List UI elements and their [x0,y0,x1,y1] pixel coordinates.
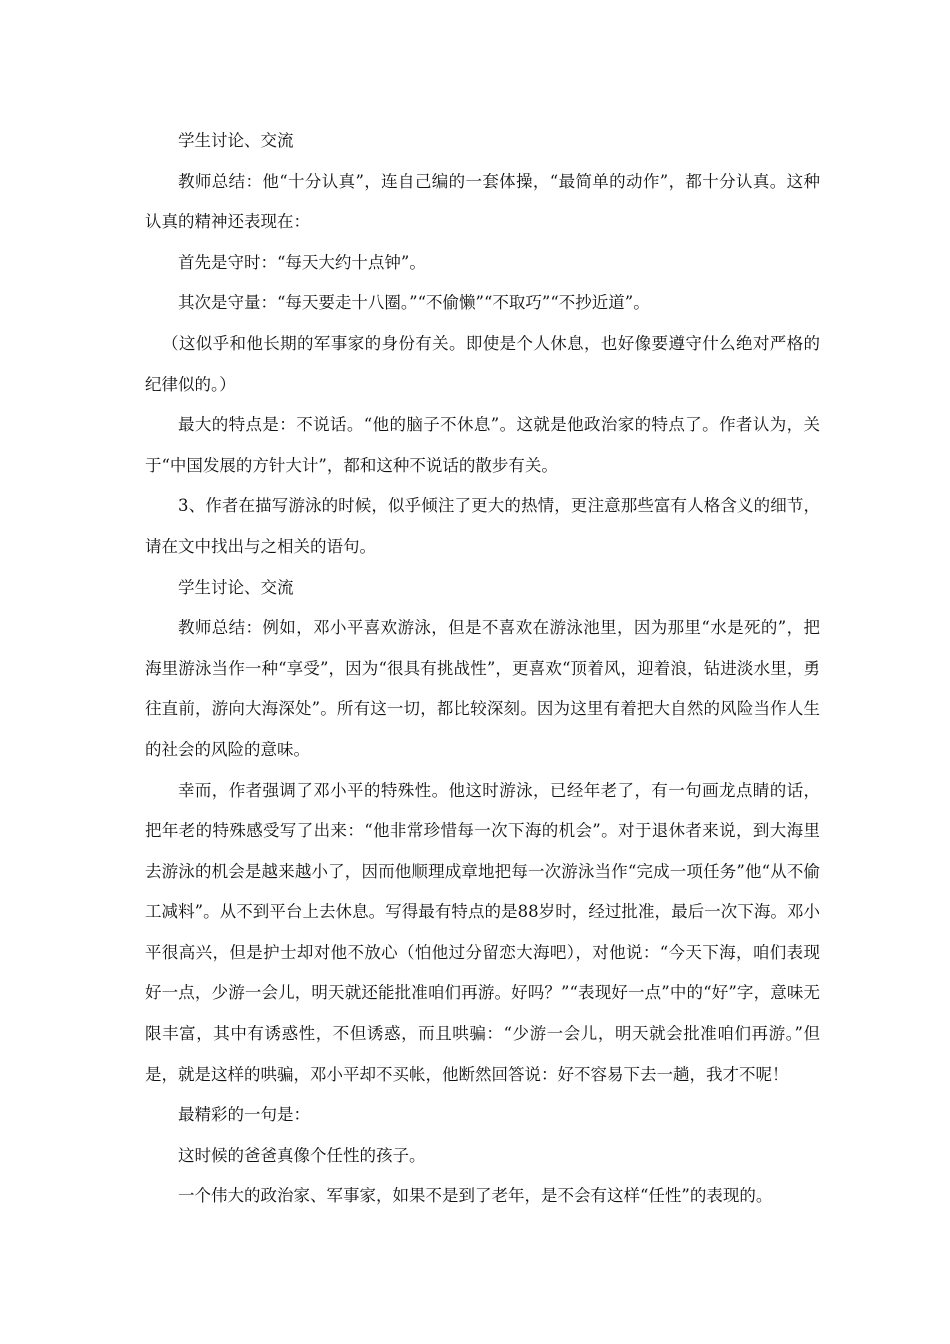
paragraph-best-sentence-intro: 最精彩的一句是： [178,1105,310,1125]
paragraph-conclusion: 一个伟大的政治家、军事家，如果不是到了老年，是不会有这样“任性”的表现的。 [178,1186,773,1206]
paragraph-question-3: 3、作者在描写游泳的时候，似乎倾注了更大的热情，更注意那些富有人格含义的细节，请在文中找出与之相关的语句。 [145,496,820,556]
paragraph-quantity: 其次是守量：“每天要走十八圈。”“不偷懒”“不取巧”“不抄近道”。 [178,293,650,313]
paragraph-special-nature: 幸而，作者强调了邓小平的特殊性。他这时游泳，已经年老了，有一句画龙点睛的话，把年老的特殊感受写了出来：“他非常珍惜每一次下海的机会”。对于退休者来说，到大海里去游泳的机会是越来越小了，因而他顺理成章地把每一次游泳当作“完成一项任务”他“从不偷工减料”。从不到平台上去休息。写得最有特点的是88岁时，经过批准，最后一次下海。邓小平很高兴，但是护士却对他不放心（怕他过分留恋大海吧），对他说：“今天下海，咱们表现好一点，少游一会儿，明天就还能批准咱们再游。好吗？”“表现好一点”中的“好”字，意味无限丰富，其中有诱惑性，不但诱惑，而且哄骗：“少游一会儿，明天就会批准咱们再游。”但是，就是这样的哄骗，邓小平却不买帐，他断然回答说：好不容易下去一趟，我才不呢！ [145,780,820,1084]
paragraph-best-sentence: 这时候的爸爸真像个任性的孩子。 [178,1145,426,1165]
paragraph-punctuality: 首先是守时：“每天大约十点钟”。 [178,252,426,272]
paragraph-teacher-summary-2: 教师总结：例如，邓小平喜欢游泳，但是不喜欢在游泳池里，因为那里“水是死的”，把海里游泳当作一种“享受”，因为“很具有挑战性”，更喜欢“顶着风，迎着浪，钻进淡水里，勇往直前，游向大海深处”。所有这一切，都比较深刻。因为这里有着把大自然的风险当作人生的社会的风险的意味。 [145,618,820,759]
paragraph-biggest-feature: 最大的特点是：不说话。“他的脑子不休息”。这就是他政治家的特点了。作者认为，关于“中国发展的方针大计”，都和这种不说话的散步有关。 [145,415,820,475]
paragraph-discussion-1: 学生讨论、交流 [178,131,294,150]
paragraph-teacher-summary-1: 教师总结：他“十分认真”，连自己编的一套体操，“最简单的动作”，都十分认真。这种认真的精神还表现在： [145,171,820,232]
paragraph-military-note: （这似乎和他长期的军事家的身份有关。即使是个人休息，也好像要遵守什么绝对严格的纪律似的。） [145,333,820,394]
paragraph-discussion-2: 学生讨论、交流 [178,577,294,597]
document-body [145,121,820,1217]
